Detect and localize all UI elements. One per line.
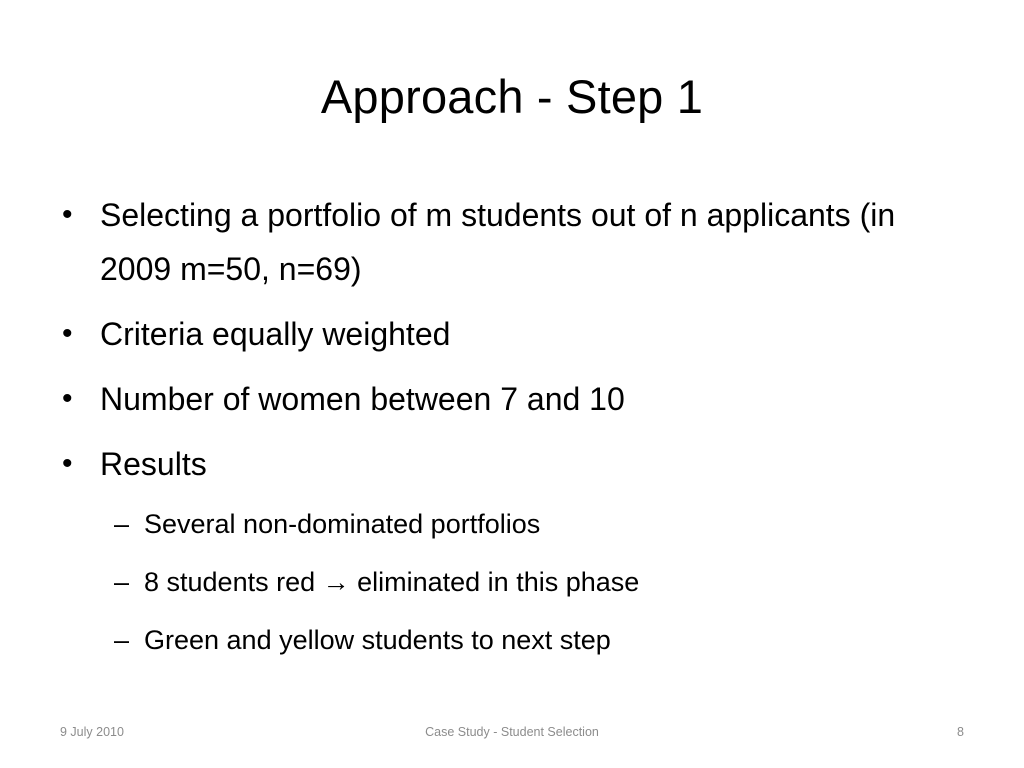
- bullet-item: [60, 437, 960, 491]
- bullet-marker: •: [62, 198, 73, 231]
- sub-bullet-item: [60, 560, 960, 605]
- footer-date: 9 July 2010: [60, 725, 124, 739]
- sub-bullet-text: 8 students red → eliminated in this phase: [144, 567, 640, 597]
- footer-page-number: 8: [957, 725, 964, 739]
- bullet-item: [60, 372, 960, 426]
- sub-bullet-text: Green and yellow students to next step: [144, 625, 611, 655]
- sub-bullet-item: [60, 502, 960, 547]
- bullet-marker: •: [62, 447, 73, 480]
- bullet-text: Selecting a portfolio of m students out of n applicants (in 2009 m=50, n=69): [100, 197, 896, 287]
- sub-bullet-marker: –: [114, 625, 130, 655]
- bullet-item: [60, 307, 960, 361]
- sub-bullet-item: [60, 618, 960, 663]
- sub-bullet-text: Several non-dominated portfolios: [144, 509, 541, 539]
- slide-content: [60, 188, 960, 676]
- slide-title: Approach - Step 1: [320, 70, 704, 123]
- bullet-marker: •: [62, 317, 73, 350]
- footer-title: Case Study - Student Selection: [425, 725, 599, 739]
- bullet-text: Number of women between 7 and 10: [100, 381, 625, 417]
- sub-bullet-marker: –: [114, 509, 130, 539]
- sub-bullet-marker: –: [114, 567, 130, 597]
- bullet-marker: •: [62, 382, 73, 415]
- bullet-text: Results: [100, 446, 207, 482]
- bullet-text: Criteria equally weighted: [100, 316, 451, 352]
- bullet-item: [60, 188, 960, 296]
